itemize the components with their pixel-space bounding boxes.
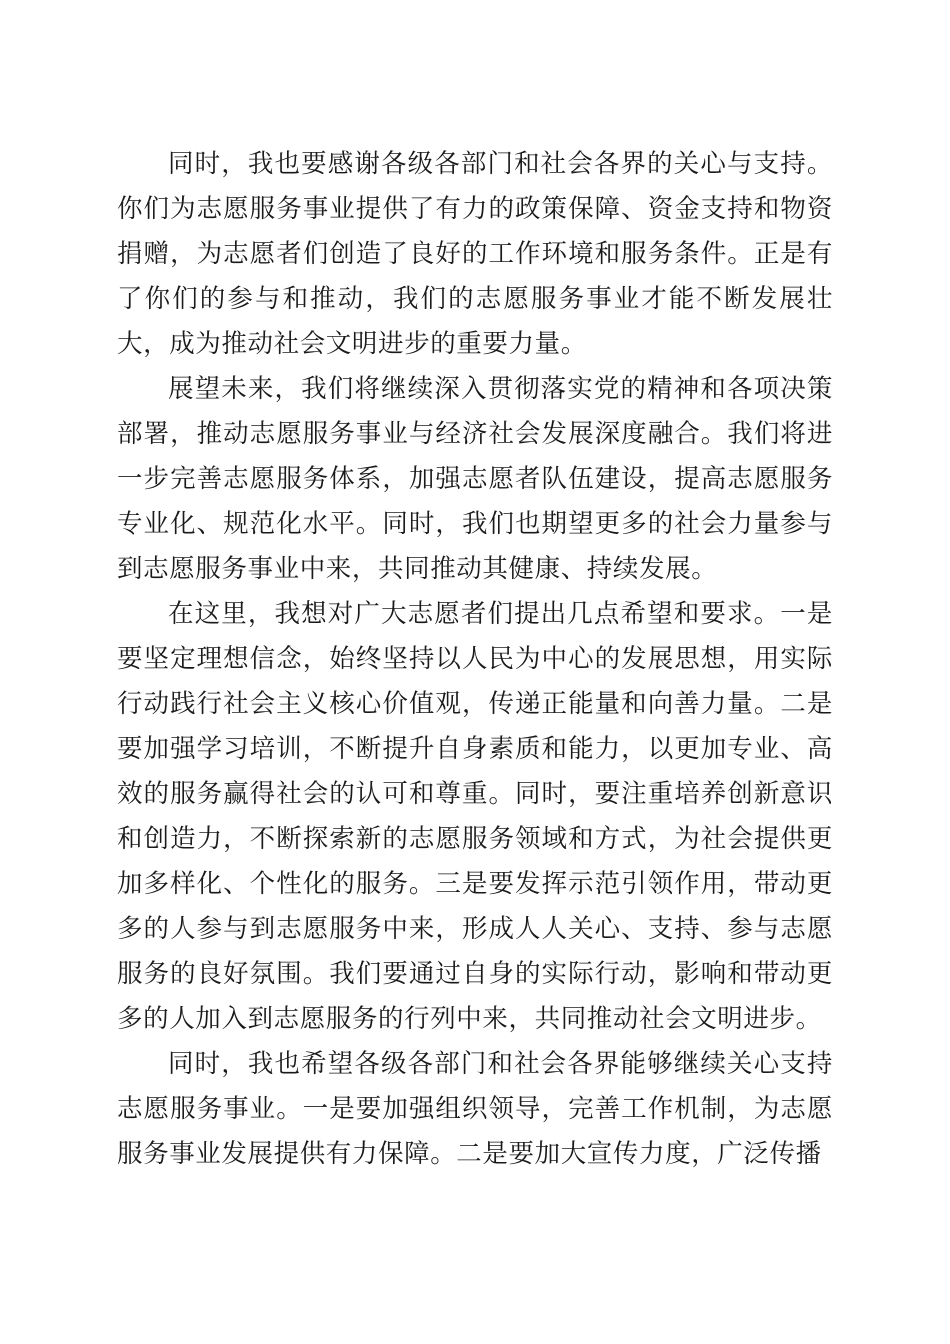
paragraph-department-support: 同时，我也希望各级各部门和社会各界能够继续关心支持志愿服务事业。一是要加强组织领导，完善工作机制，为志愿服务事业发展提供有力保障。二是要加大宣传力度，广泛传播 (117, 1049, 833, 1169)
paragraph-outlook: 展望未来，我们将继续深入贯彻落实党的精神和各项决策部署，推动志愿服务事业与经济社会发展深度融合。我们将进一步完善志愿服务体系，加强志愿者队伍建设，提高志愿服务专业化、规范化水平。同时，我们也期望更多的社会力量参与到志愿服务事业中来，共同推动其健康、持续发展。 (117, 374, 833, 584)
document-body (117, 142, 833, 1177)
paragraph-gratitude: 同时，我也要感谢各级各部门和社会各界的关心与支持。你们为志愿服务事业提供了有力的政策保障、资金支持和物资捐赠，为志愿者们创造了良好的工作环境和服务条件。正是有了你们的参与和推动，我们的志愿服务事业才能不断发展壮大，成为推动社会文明进步的重要力量。 (117, 149, 833, 359)
paragraph-volunteer-expectations: 在这里，我想对广大志愿者们提出几点希望和要求。一是要坚定理想信念，始终坚持以人民为中心的发展思想，用实际行动践行社会主义核心价值观，传递正能量和向善力量。二是要加强学习培训，不断提升自身素质和能力，以更加专业、高效的服务赢得社会的认可和尊重。同时，要注重培养创新意识和创造力，不断探索新的志愿服务领域和方式，为社会提供更加多样化、个性化的服务。三是要发挥示范引领作用，带动更多的人参与到志愿服务中来，形成人人关心、支持、参与志愿服务的良好氛围。我们要通过自身的实际行动，影响和带动更多的人加入到志愿服务的行列中来，共同推动社会文明进步。 (117, 599, 833, 1034)
